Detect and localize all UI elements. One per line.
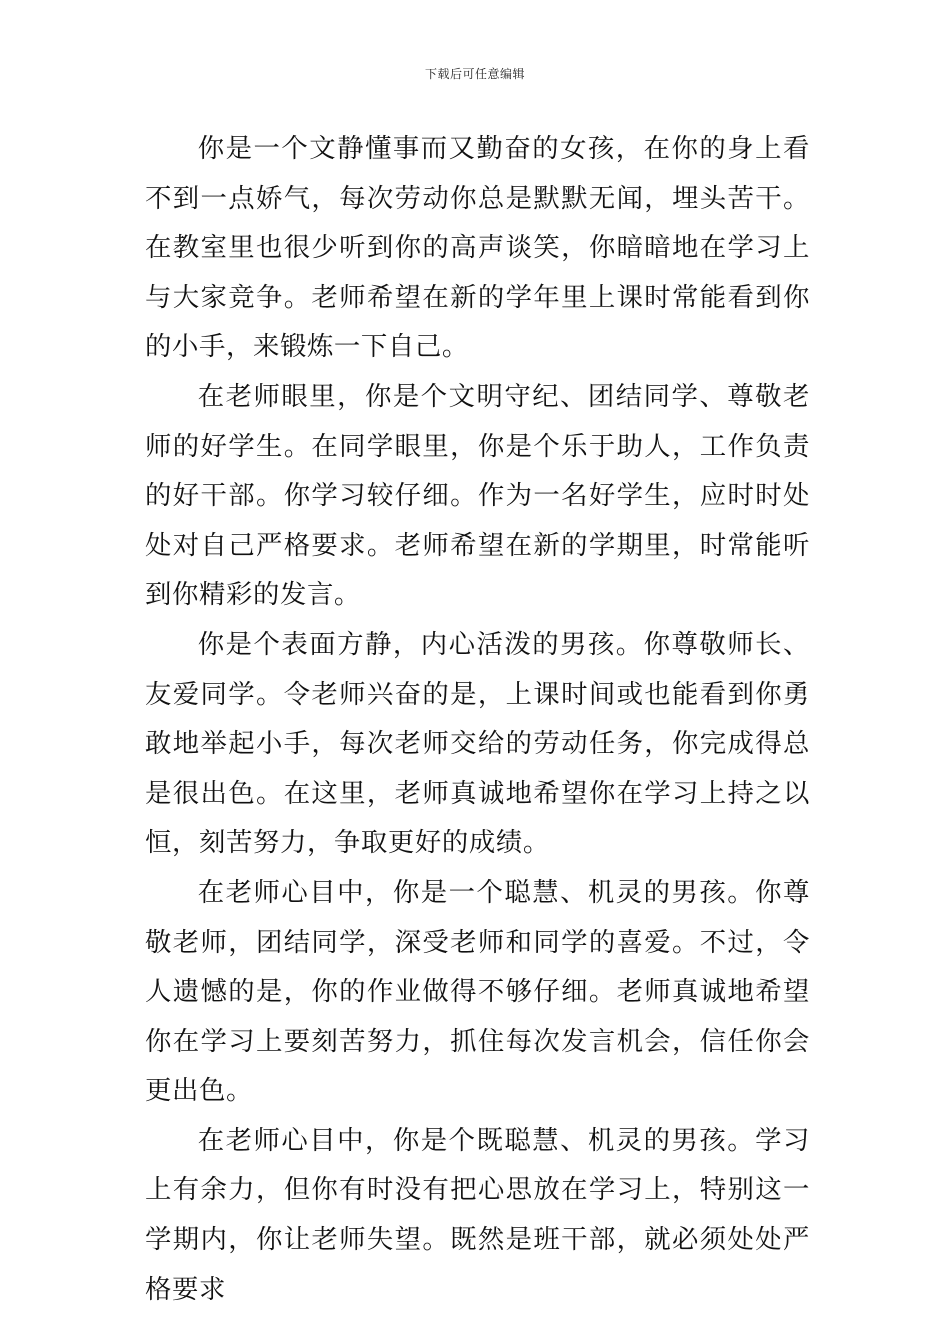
paragraph-1: 你是一个文静懂事而又勤奋的女孩，在你的身上看不到一点娇气，每次劳动你总是默默无闻，埋头苦干。在教室里也很少听到你的高声谈笑，你暗暗地在学习上与大家竞争。老师希望在新的学年里上课时常能看到你的小手，来锻炼一下自己。	[145, 133, 810, 363]
paragraph-2: 在老师眼里，你是个文明守纪、团结同学、尊敬老师的好学生。在同学眼里，你是个乐于助人，工作负责的好干部。你学习较仔细。作为一名好学生，应时时处处对自己严格要求。老师希望在新的学期里，时常能听到你精彩的发言。	[145, 380, 810, 611]
paragraph-4: 在老师心目中，你是一个聪慧、机灵的男孩。你尊敬老师，团结同学，深受老师和同学的喜爱。不过，令人遗憾的是，你的作业做得不够仔细。老师真诚地希望你在学习上要刻苦努力，抓住每次发言机会，信任你会更出色。	[145, 876, 810, 1107]
document-body	[145, 124, 810, 1314]
paragraph-5: 在老师心目中，你是个既聪慧、机灵的男孩。学习上有余力，但你有时没有把心思放在学习上，特别这一学期内，你让老师失望。既然是班干部，就必须处处严格要求	[145, 1124, 810, 1305]
page-header: 下载后可任意编辑	[424, 67, 525, 81]
paragraph-3: 你是个表面方静，内心活泼的男孩。你尊敬师长、友爱同学。令老师兴奋的是，上课时间或也能看到你勇敢地举起小手，每次老师交给的劳动任务，你完成得总是很出色。在这里，老师真诚地希望你在学习上持之以恒，刻苦努力，争取更好的成绩。	[145, 628, 810, 859]
